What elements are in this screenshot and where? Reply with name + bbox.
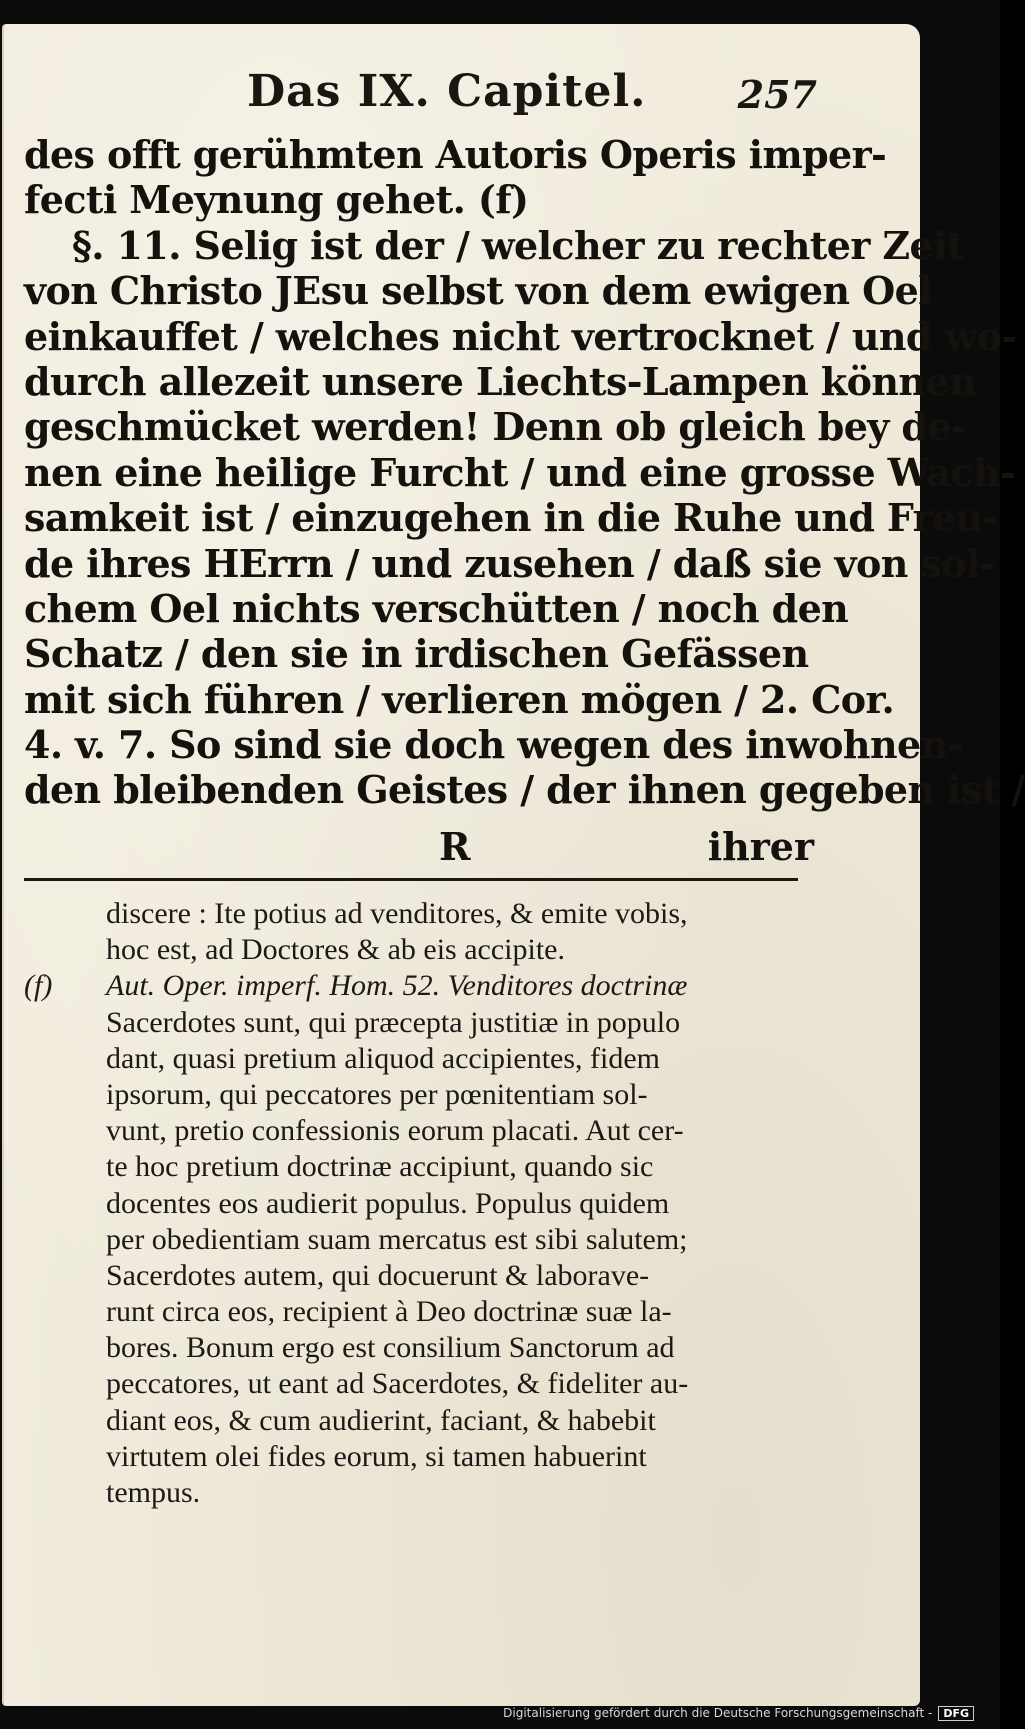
footnote-line: diant eos, & cum audierint, faciant, & habebit	[106, 1403, 656, 1437]
main-text-line: fecti Meynung gehet. (f)	[24, 177, 529, 223]
main-text-line: nen eine heilige Furcht / und eine grosse Wach-	[24, 449, 1016, 495]
catchword: ihrer	[707, 824, 814, 869]
main-text-line: des offt gerühmten Autoris Operis imper-	[24, 132, 887, 177]
main-text-line: §. 11. Selig ist der / welcher zu rechter Zeit	[72, 222, 964, 268]
main-text-line: einkauffet / welches nicht vertrocknet / und wo-	[24, 313, 1017, 359]
credit-text: Digitalisierung gefördert durch die Deutsche Forschungsgemeinschaft -	[503, 1706, 933, 1720]
main-text-line: mit sich führen / verlieren mögen / 2. Cor.	[24, 676, 895, 722]
main-text-line: geschmücket werden! Denn ob gleich bey de-	[24, 404, 967, 450]
footnote-line: per obedientiam suam mercatus est sibi salutem;	[106, 1222, 688, 1256]
footnote-line: vunt, pretio confessionis eorum placati. Aut cer-	[106, 1114, 684, 1148]
footnote-f-first-line	[24, 968, 798, 1004]
main-text-line: samkeit ist / einzugehen in die Ruhe und Freu-	[24, 495, 998, 541]
footnote-line: peccatores, ut eant ad Sacerdotes, & fideliter au-	[106, 1367, 689, 1401]
main-text-line: 4. v. 7. So sind sie doch wegen des inwohnen-	[24, 722, 963, 768]
footnotes-block	[24, 896, 798, 1511]
page-header	[247, 66, 817, 126]
footnote-line: docentes eos audierit populus. Populus quidem	[106, 1186, 670, 1220]
footnote-line: dant, quasi pretium aliquod accipientes, fidem	[106, 1041, 661, 1075]
footnote-line: Sacerdotes autem, qui docuerunt & laborave-	[106, 1258, 650, 1292]
page-number: 257	[737, 72, 817, 117]
footnote-divider	[24, 878, 798, 881]
footnote-line: runt circa eos, recipient à Deo doctrinæ suæ la-	[106, 1295, 672, 1329]
main-text-line: de ihres HErrn / und zusehen / daß sie von sol-	[24, 540, 995, 586]
footnote-marker: (f)	[24, 969, 53, 1003]
footnote-line: te hoc pretium doctrinæ accipiunt, quando sic	[106, 1150, 654, 1184]
footnote-line: ipsorum, qui peccatores per pœnitentiam sol-	[106, 1077, 648, 1111]
digitization-credit	[503, 1706, 974, 1721]
main-text-line: Schatz / den sie in irdischen Gefässen	[24, 631, 809, 677]
footnote-line: tempus.	[106, 1476, 201, 1509]
main-text-block	[24, 132, 1025, 813]
signature-mark: R	[439, 824, 471, 869]
footnote-line: virtutem olei fides eorum, si tamen habuerint	[106, 1439, 647, 1473]
running-title: Das IX. Capitel.	[247, 66, 647, 117]
dfg-logo: DFG	[938, 1706, 974, 1721]
main-text-line: den bleibenden Geistes / der ihnen gegeben ist /	[24, 767, 1025, 813]
footnote-f-text: Aut. Oper. imperf. Hom. 52. Venditores doctrinæ	[106, 969, 688, 1003]
footnote-line: Sacerdotes sunt, qui præcepta justitiæ in populo	[106, 1005, 681, 1039]
main-text-line: durch allezeit unsere Liechts-Lampen können	[24, 358, 977, 404]
book-page	[2, 24, 1025, 1706]
footnote-line: discere : Ite potius ad venditores, & emite vobis,	[106, 897, 688, 930]
main-text-line: von Christo JEsu selbst von dem ewigen Oel	[24, 268, 932, 314]
footnote-line: hoc est, ad Doctores & ab eis accipite.	[106, 933, 565, 967]
signature-line	[24, 824, 814, 870]
main-text-line: chem Oel nichts verschütten / noch den	[24, 585, 849, 631]
footnote-line: bores. Bonum ergo est consilium Sanctorum ad	[106, 1331, 675, 1365]
